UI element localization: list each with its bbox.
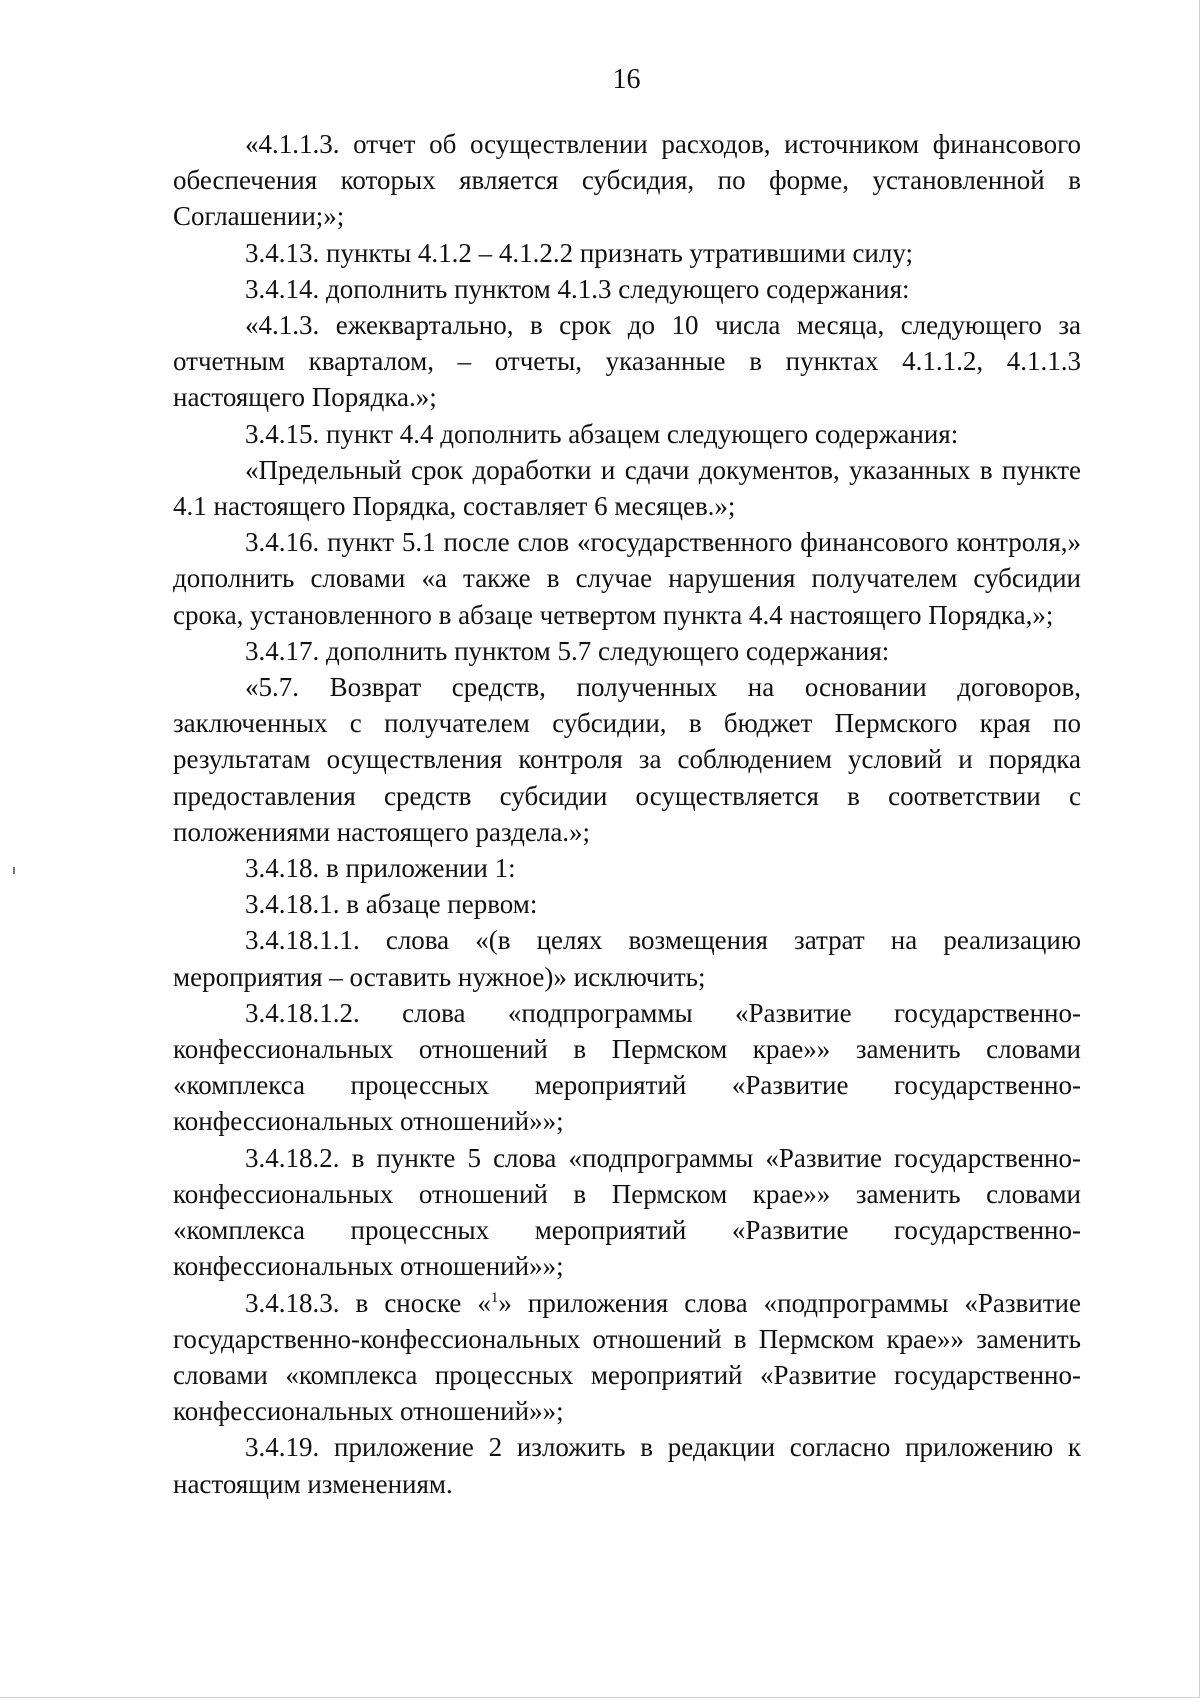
paragraph-3-4-18-1-2: 3.4.18.1.2. слова «подпрограммы «Развитие государственно-конфессиональных отношений в Пермском крае»» заменить словами «комплекса процессных мероприятий «Развитие государственно-конфессиональных отношений»»; [173,997,1081,1137]
paragraph-3-4-18-3 [173,1285,1081,1430]
paragraph-3-4-15: 3.4.15. пункт 4.4 дополнить абзацем следующего содержания: [245,418,959,449]
paragraph-deadline: «Предельный срок доработки и сдачи документов, указанных в пункте 4.1 настоящего Порядка, составляет 6 месяцев.»; [173,454,1081,522]
paragraph-3-4-18-2: 3.4.18.2. в пункте 5 слова «подпрограммы «Развитие государственно-конфессиональных отношений в Пермском крае»» заменить словами «комплекса процессных мероприятий «Развитие государственно-конфессиональных отношений»»; [173,1142,1081,1282]
document-body [173,126,1081,1502]
paragraph-3-4-17: 3.4.17. дополнить пунктом 5.7 следующего содержания: [245,635,890,666]
page-number: 16 [612,64,641,95]
footnote-superscript: 1 [490,1289,499,1306]
footnote-text-before: 3.4.18.3. в сноске « [245,1287,491,1318]
scan-margin-mark [13,867,15,874]
paragraph-3-4-19: 3.4.19. приложение 2 изложить в редакции согласно приложению к настоящим изменениям. [173,1432,1081,1499]
paragraph-3-4-14: 3.4.14. дополнить пунктом 4.1.3 следующего содержания: [245,273,910,304]
paragraph-3-4-16: 3.4.16. пункт 5.1 после слов «государственного финансового контроля,» дополнить словами «а также в случае нарушения получателем субсидии срока, установленного в абзаце четвертом пункта 4.4 настоящего Порядка,»; [173,527,1081,630]
paragraph-5-7: «5.7. Возврат средств, полученных на основании договоров, заключенных с получателем субсидии, в бюджет Пермского края по результатам осуществления контроля за соблюдением условий и порядка предоставления средств субсидии осуществляется в соответствии с положениями настоящего раздела.»; [173,672,1081,847]
footnote-text-after: » приложения слова «подпрограммы «Развитие государственно-конфессиональных отношений в Пермском крае»» заменить словами «комплекса процессных мероприятий «Развитие государственно-конфессиональных отношений»»; [173,1287,1081,1427]
paragraph-3-4-13: 3.4.13. пункты 4.1.2 – 4.1.2.2 признать утратившими силу; [245,237,913,268]
paragraph-4-1-3: «4.1.3. ежеквартально, в срок до 10 числа месяца, следующего за отчетным кварталом, – отчеты, указанные в пунктах 4.1.1.2, 4.1.1.3 настоящего Порядка.»; [173,310,1081,413]
paragraph-3-4-18-1: 3.4.18.1. в абзаце первом: [245,889,538,920]
paragraph-3-4-18: 3.4.18. в приложении 1: [245,853,516,884]
paragraph-4-1-1-3: «4.1.1.3. отчет об осуществлении расходов, источником финансового обеспечения которых является субсидия, по форме, установленной в Соглашении;»; [173,129,1081,232]
paragraph-3-4-18-1-1: 3.4.18.1.1. слова «(в целях возмещения затрат на реализацию мероприятия – оставить нужное)» исключить; [173,925,1081,992]
